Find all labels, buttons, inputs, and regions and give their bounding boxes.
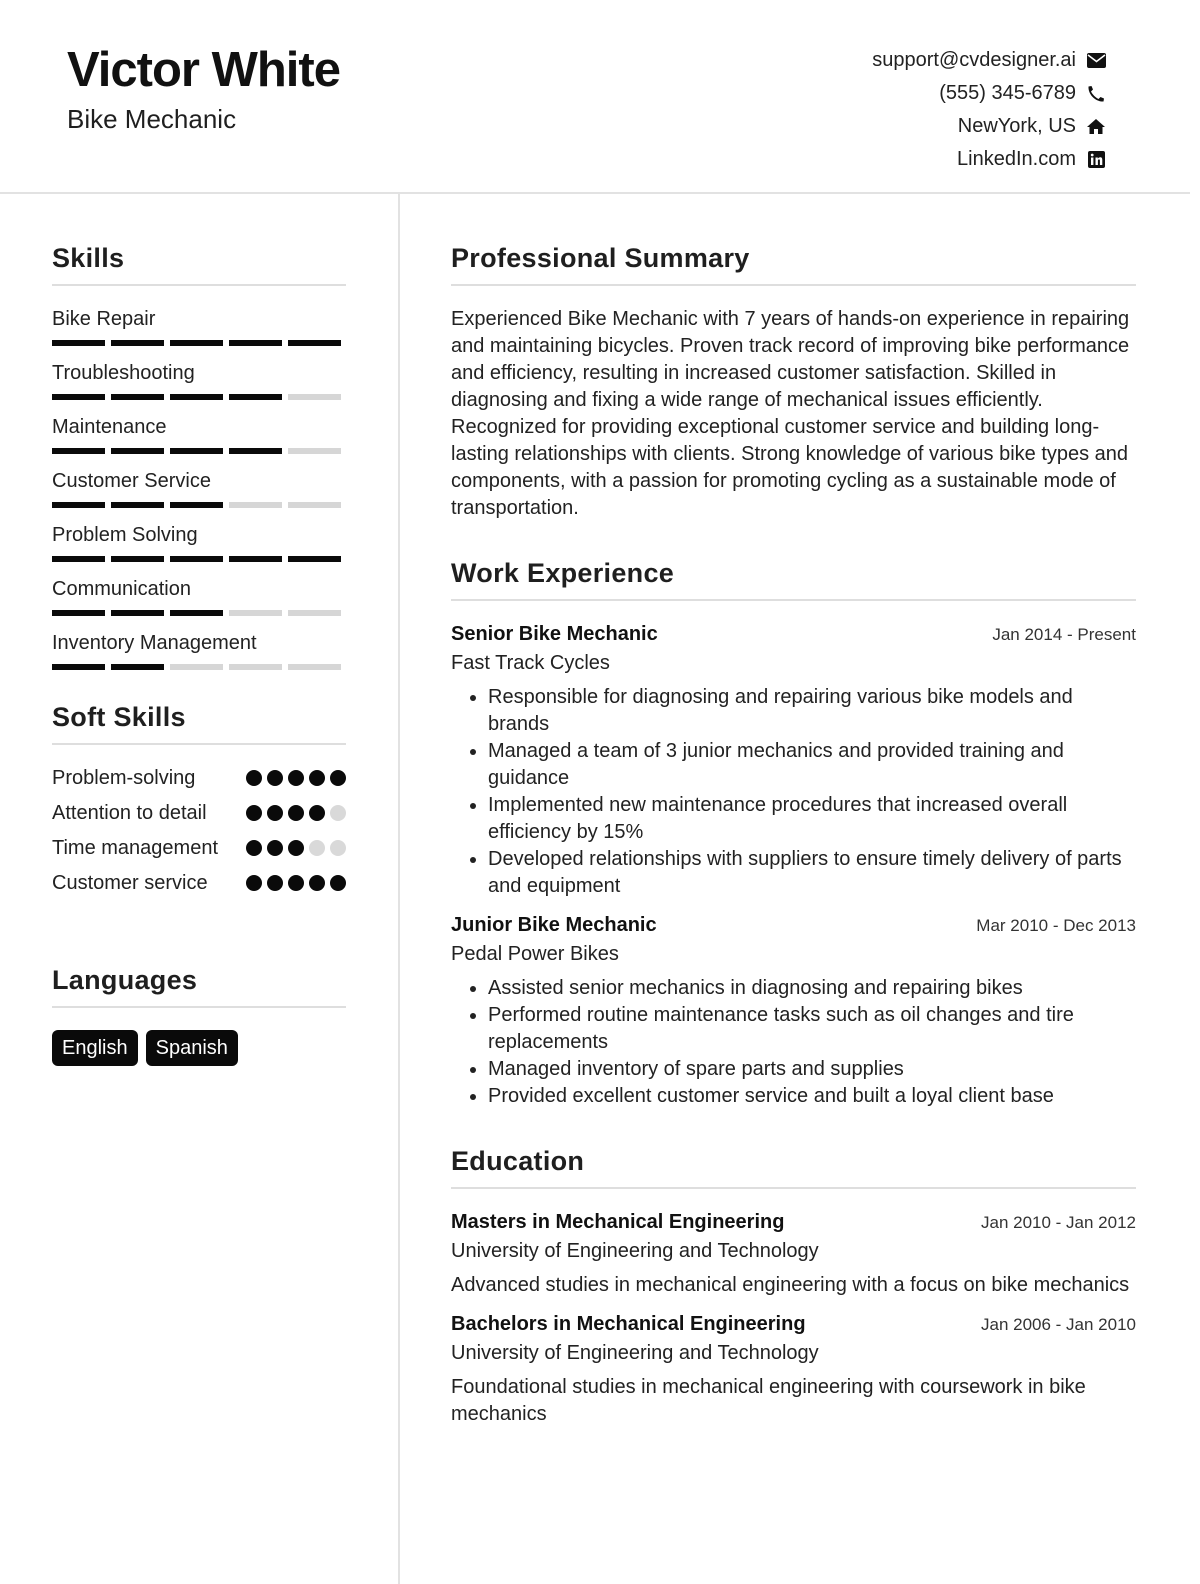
education-degree: Bachelors in Mechanical Engineering [451, 1313, 806, 1335]
soft-skills-list [52, 765, 346, 897]
home-icon [1086, 117, 1106, 137]
education-school: University of Engineering and Technology [451, 1240, 819, 1262]
rating-dot [330, 840, 346, 856]
skill-level-segment [111, 556, 164, 562]
skill-level-segment [52, 394, 105, 400]
skill-level-segment [52, 448, 105, 454]
contact-location [686, 110, 1106, 143]
job-bullet: • Provided excellent customer service and built a loyal client base [488, 1083, 1136, 1110]
skill-level-segment [288, 610, 341, 616]
resume-header [0, 0, 1190, 194]
rating-dot [267, 770, 283, 786]
skill-level-segment [170, 394, 223, 400]
education-entry [451, 1211, 1136, 1299]
rating-dot [309, 840, 325, 856]
skill-level-meter [52, 394, 346, 400]
skill-name: Problem Solving [52, 524, 198, 546]
rating-dot [246, 840, 262, 856]
job-header [451, 914, 1136, 937]
rating-dot [309, 770, 325, 786]
skill-item [52, 576, 346, 616]
skill-level-segment [288, 448, 341, 454]
rating-dot [267, 840, 283, 856]
languages-heading: Languages [52, 965, 346, 1008]
contact-linkedin[interactable] [686, 143, 1106, 176]
soft-skill-name: Problem-solving [52, 767, 196, 789]
envelope-icon [1086, 51, 1106, 71]
skill-name: Maintenance [52, 416, 167, 438]
education-section [451, 1146, 1136, 1428]
skill-level-segment [229, 502, 282, 508]
skill-level-segment [52, 340, 105, 346]
rating-dot [288, 805, 304, 821]
experience-section [451, 558, 1136, 1110]
skill-level-segment [111, 448, 164, 454]
skill-level-segment [170, 556, 223, 562]
skill-name: Inventory Management [52, 632, 257, 654]
job-title: Junior Bike Mechanic [451, 914, 657, 936]
rating-dot [330, 805, 346, 821]
soft-skill-item [52, 800, 346, 827]
skill-level-meter [52, 556, 346, 562]
skill-name: Communication [52, 578, 191, 600]
contact-list [686, 44, 1106, 176]
skill-level-segment [229, 448, 282, 454]
rating-dot [309, 805, 325, 821]
rating-dot [330, 875, 346, 891]
contact-location-text: NewYork, US [957, 115, 1076, 137]
soft-skill-rating [246, 765, 346, 786]
skill-level-segment [111, 610, 164, 616]
skill-level-segment [52, 502, 105, 508]
skill-name: Customer Service [52, 470, 211, 492]
skill-item [52, 522, 346, 562]
skill-level-segment [170, 664, 223, 670]
soft-skill-name: Customer service [52, 872, 208, 894]
skill-level-segment [170, 502, 223, 508]
skill-level-segment [288, 664, 341, 670]
skill-level-segment [229, 340, 282, 346]
skills-heading: Skills [52, 243, 346, 286]
summary-text: Experienced Bike Mechanic with 7 years of hands-on experience in repairing and maintaining bicycles. Proven track record of improving bike performance and efficiency, resulting in increased customer satisfaction. Skilled in diagnosing and fixing a wide range of mechanical issues efficiently. Recognized for providing exceptional customer service and building long-lasting relationships with clients. Strong knowledge of various bike types and components, with a passion for promoting cycling as a sustainable mode of transportation. [451, 308, 1130, 519]
skill-level-meter [52, 664, 346, 670]
linkedin-icon [1086, 150, 1106, 170]
education-header [451, 1313, 1136, 1336]
soft-skill-rating [246, 800, 346, 821]
job-entry [451, 623, 1136, 900]
candidate-title: Bike Mechanic [67, 104, 237, 134]
skill-level-segment [52, 556, 105, 562]
soft-skills-heading: Soft Skills [52, 702, 346, 745]
job-bullet: • Managed a team of 3 junior mechanics and provided training and guidance [488, 738, 1136, 792]
soft-skill-item [52, 870, 346, 897]
summary-heading: Professional Summary [451, 243, 1136, 286]
phone-icon [1086, 84, 1106, 104]
skill-level-segment [229, 610, 282, 616]
skills-section [52, 243, 346, 670]
education-school: University of Engineering and Technology [451, 1342, 819, 1364]
skill-item [52, 414, 346, 454]
left-column [52, 193, 346, 1066]
education-list [451, 1211, 1136, 1428]
skill-level-segment [229, 556, 282, 562]
job-header [451, 623, 1136, 646]
job-company: Pedal Power Bikes [451, 943, 619, 965]
language-badge: Spanish [146, 1030, 238, 1066]
education-date: Jan 2006 - Jan 2010 [980, 1315, 1136, 1334]
skill-level-segment [170, 448, 223, 454]
contact-phone-text[interactable]: (555) 345-6789 [939, 82, 1076, 104]
skill-level-segment [288, 556, 341, 562]
education-date: Jan 2010 - Jan 2012 [980, 1213, 1136, 1232]
rating-dot [267, 805, 283, 821]
skill-item [52, 360, 346, 400]
rating-dot [330, 770, 346, 786]
language-badge: English [52, 1030, 138, 1066]
job-bullets [451, 975, 1136, 1110]
languages-section [52, 965, 346, 1066]
job-company: Fast Track Cycles [451, 652, 610, 674]
skill-level-segment [111, 394, 164, 400]
skill-level-segment [229, 394, 282, 400]
skill-level-segment [170, 610, 223, 616]
skill-level-meter [52, 448, 346, 454]
education-heading: Education [451, 1146, 1136, 1189]
skill-level-segment [229, 664, 282, 670]
skill-level-segment [111, 340, 164, 346]
skills-list [52, 306, 346, 670]
skill-level-segment [52, 610, 105, 616]
skill-level-segment [288, 340, 341, 346]
skill-level-segment [170, 340, 223, 346]
skill-item [52, 468, 346, 508]
skill-item [52, 306, 346, 346]
rating-dot [246, 805, 262, 821]
job-bullets [451, 684, 1136, 900]
rating-dot [309, 875, 325, 891]
job-bullet: • Managed inventory of spare parts and supplies [488, 1056, 1136, 1083]
education-degree: Masters in Mechanical Engineering [451, 1211, 785, 1233]
contact-phone[interactable] [686, 77, 1106, 110]
skill-level-meter [52, 340, 346, 346]
skill-item [52, 630, 346, 670]
job-title: Senior Bike Mechanic [451, 623, 658, 645]
rating-dot [246, 770, 262, 786]
skill-name: Troubleshooting [52, 362, 195, 384]
soft-skill-rating [246, 870, 346, 891]
job-date: Jan 2014 - Present [992, 625, 1136, 644]
rating-dot [288, 875, 304, 891]
job-bullet: • Developed relationships with suppliers to ensure timely delivery of parts and equipment [488, 846, 1136, 900]
soft-skill-name: Attention to detail [52, 802, 207, 824]
education-entry [451, 1313, 1136, 1428]
contact-email[interactable] [686, 44, 1106, 77]
soft-skills-section [52, 702, 346, 897]
skill-level-segment [288, 394, 341, 400]
job-bullet: • Implemented new maintenance procedures that increased overall efficiency by 15% [488, 792, 1136, 846]
education-description: Advanced studies in mechanical engineering with a focus on bike mechanics [451, 1274, 1130, 1296]
skill-level-segment [111, 664, 164, 670]
education-description: Foundational studies in mechanical engineering with coursework in bike mechanics [451, 1376, 1086, 1425]
soft-skill-name: Time management [52, 837, 218, 859]
job-bullet: • Assisted senior mechanics in diagnosing and repairing bikes [488, 975, 1136, 1002]
jobs-list [451, 623, 1136, 1110]
job-date: Mar 2010 - Dec 2013 [976, 916, 1136, 935]
skill-level-meter [52, 610, 346, 616]
right-column [451, 193, 1136, 1428]
rating-dot [267, 875, 283, 891]
rating-dot [246, 875, 262, 891]
languages-list [52, 1030, 346, 1066]
contact-linkedin-text[interactable]: LinkedIn.com [957, 148, 1076, 170]
rating-dot [288, 770, 304, 786]
skill-level-segment [52, 664, 105, 670]
column-divider [398, 193, 400, 1584]
education-header [451, 1211, 1136, 1234]
soft-skill-rating [246, 835, 346, 856]
job-bullet: • Performed routine maintenance tasks such as oil changes and tire replacements [488, 1002, 1136, 1056]
summary-section [451, 243, 1136, 522]
soft-skill-item [52, 835, 346, 862]
rating-dot [288, 840, 304, 856]
candidate-name: Victor White [67, 43, 340, 97]
job-entry [451, 914, 1136, 1110]
experience-heading: Work Experience [451, 558, 1136, 601]
skill-level-segment [288, 502, 341, 508]
soft-skill-item [52, 765, 346, 792]
skill-name: Bike Repair [52, 308, 156, 330]
contact-email-text[interactable]: support@cvdesigner.ai [872, 49, 1076, 71]
skill-level-meter [52, 502, 346, 508]
job-bullet: • Responsible for diagnosing and repairing various bike models and brands [488, 684, 1136, 738]
skill-level-segment [111, 502, 164, 508]
